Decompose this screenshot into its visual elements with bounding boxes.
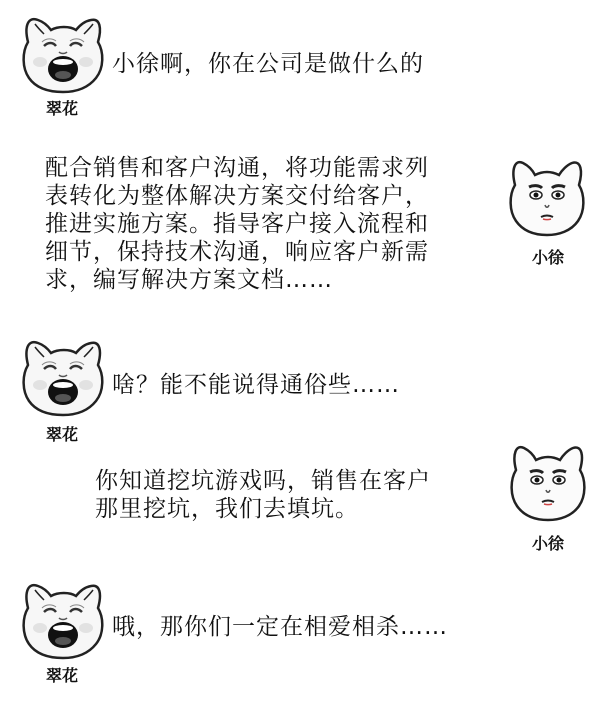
laughing-pig-face-icon: [18, 335, 108, 417]
laughing-pig-face-icon: [18, 578, 108, 660]
speaker-name-xiaoxu: 小徐: [531, 534, 564, 553]
speaker-name-cuihua: 翠花: [45, 99, 78, 118]
message-text: 啥？能不能说得通俗些……: [112, 372, 400, 398]
message-text: 小徐啊，你在公司是做什么的: [112, 51, 424, 77]
speaker-name-cuihua: 翠花: [45, 425, 78, 444]
speaker-name-xiaoxu: 小徐: [531, 248, 564, 267]
message-text: 哦，那你们一定在相爱相杀……: [112, 614, 448, 640]
laughing-pig-face-icon: [18, 12, 108, 94]
message-text: 配合销售和客户沟通，将功能需求列 表转化为整体解决方案交付给客户， 推进实施方案。指导客户接入流程和 细节，保持技术沟通，响应客户新需 求，编写解决方案文档……: [45, 155, 429, 293]
message-text: 你知道挖坑游戏吗，销售在客户 那里挖坑，我们去填坑。: [95, 468, 431, 522]
blank-stare-cat-face-icon: [508, 440, 588, 522]
speaker-name-cuihua: 翠花: [45, 666, 78, 685]
blank-stare-cat-face-icon: [507, 155, 587, 237]
